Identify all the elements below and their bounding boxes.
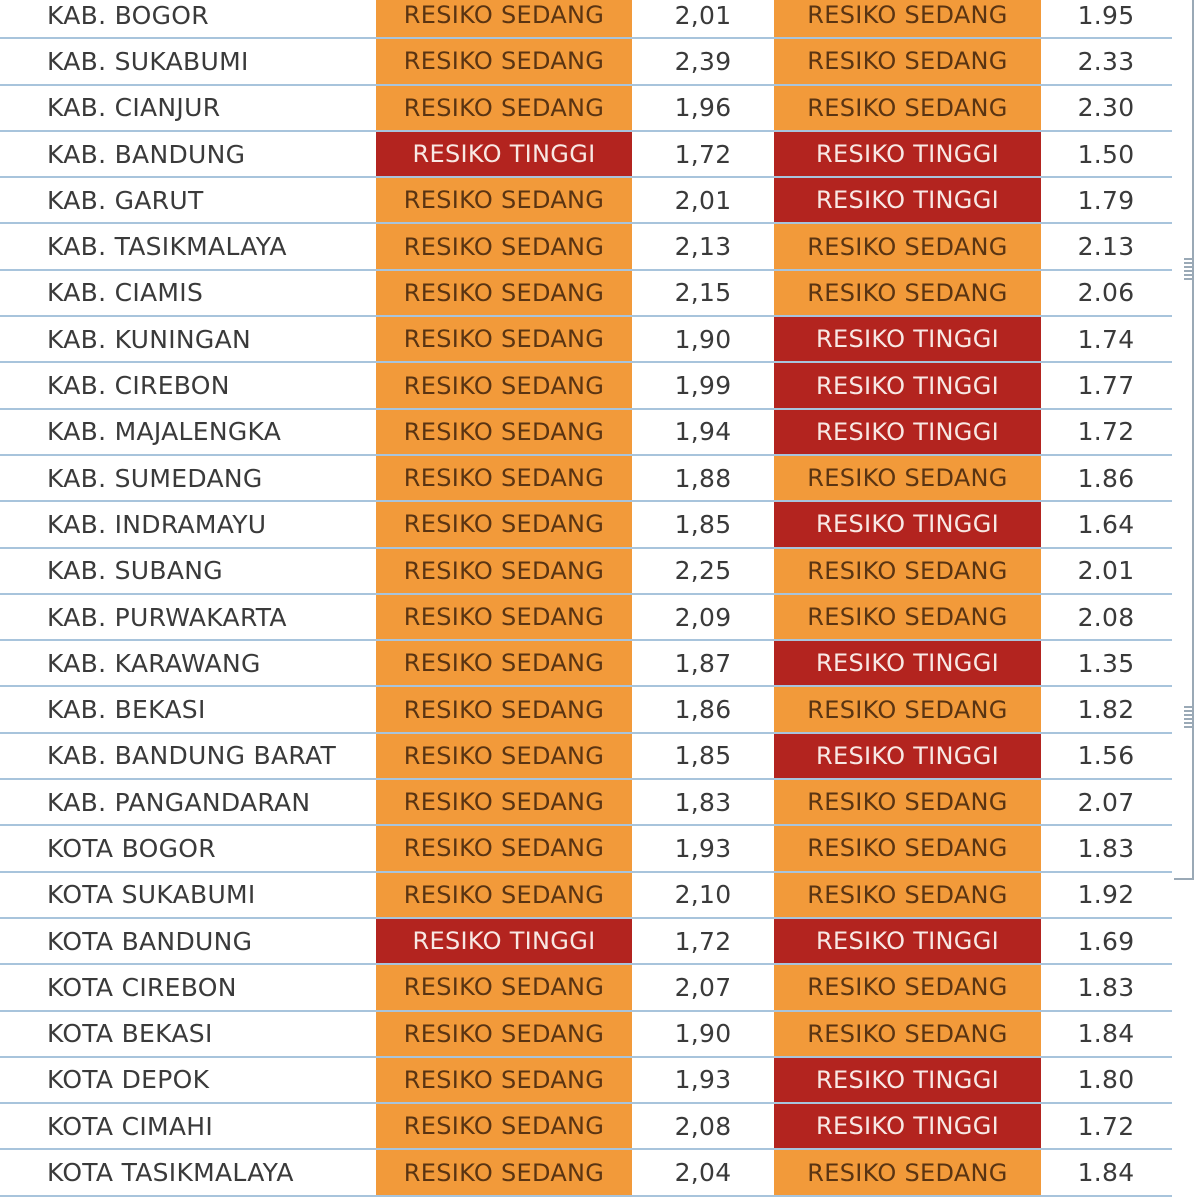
risk-score: 1.72 <box>1077 417 1135 447</box>
risk-score: 1,72 <box>674 139 732 169</box>
resize-grip-icon[interactable] <box>1184 258 1192 280</box>
risk-status-badge: RESIKO SEDANG <box>774 0 1041 37</box>
table-row <box>0 1012 1172 1058</box>
table-row <box>0 1058 1172 1104</box>
risk-score: 1.69 <box>1077 926 1135 956</box>
risk-status-badge: RESIKO SEDANG <box>376 687 632 731</box>
risk-score: 1.72 <box>1077 1111 1135 1141</box>
risk-score: 1,88 <box>674 463 732 493</box>
risk-status-badge: RESIKO TINGGI <box>774 502 1041 546</box>
risk-status-badge: RESIKO SEDANG <box>376 549 632 593</box>
risk-score: 1,90 <box>674 1019 732 1049</box>
risk-status-badge: RESIKO SEDANG <box>376 502 632 546</box>
risk-status-badge: RESIKO SEDANG <box>774 687 1041 731</box>
region-name: KAB. TASIKMALAYA <box>47 232 287 262</box>
risk-status-badge: RESIKO TINGGI <box>774 363 1041 407</box>
risk-score: 2,13 <box>674 232 732 262</box>
table-row <box>0 224 1172 270</box>
region-name: KOTA SUKABUMI <box>47 880 256 910</box>
risk-score: 1.92 <box>1077 880 1135 910</box>
risk-score: 1.77 <box>1077 371 1135 401</box>
risk-score: 2.33 <box>1077 46 1135 76</box>
risk-status-badge: RESIKO SEDANG <box>774 224 1041 268</box>
risk-status-badge: RESIKO SEDANG <box>774 826 1041 870</box>
region-name: KOTA TASIKMALAYA <box>47 1158 294 1188</box>
risk-score: 2.30 <box>1077 93 1135 123</box>
region-name: KAB. SUBANG <box>47 556 223 586</box>
region-name: KOTA CIMAHI <box>47 1111 214 1141</box>
risk-status-badge: RESIKO SEDANG <box>376 456 632 500</box>
risk-score: 1.84 <box>1077 1019 1135 1049</box>
region-name: KAB. KUNINGAN <box>47 324 251 354</box>
risk-score: 1.86 <box>1077 463 1135 493</box>
risk-score: 1.56 <box>1077 741 1135 771</box>
risk-score: 1.64 <box>1077 509 1135 539</box>
risk-score: 2,04 <box>674 1158 732 1188</box>
table-row <box>0 549 1172 595</box>
region-name: KOTA BOGOR <box>47 833 216 863</box>
risk-status-badge: RESIKO SEDANG <box>376 734 632 778</box>
region-name: KAB. CIAMIS <box>47 278 204 308</box>
table-row <box>0 780 1172 826</box>
risk-status-badge: RESIKO SEDANG <box>376 86 632 130</box>
region-name: KOTA DEPOK <box>47 1065 210 1095</box>
risk-status-badge: RESIKO SEDANG <box>376 1104 632 1148</box>
risk-status-badge: RESIKO TINGGI <box>774 919 1041 963</box>
risk-status-badge: RESIKO SEDANG <box>376 0 632 37</box>
risk-status-badge: RESIKO TINGGI <box>774 317 1041 361</box>
region-name: KOTA BEKASI <box>47 1019 213 1049</box>
table-row <box>0 595 1172 641</box>
risk-score: 2,25 <box>674 556 732 586</box>
region-name: KAB. KARAWANG <box>47 648 261 678</box>
risk-score: 2,01 <box>674 185 732 215</box>
region-name: KAB. SUKABUMI <box>47 46 249 76</box>
risk-score: 1.79 <box>1077 185 1135 215</box>
region-name: KAB. BOGOR <box>47 0 209 30</box>
region-name: KAB. BANDUNG <box>47 139 246 169</box>
risk-status-badge: RESIKO TINGGI <box>774 178 1041 222</box>
risk-score: 2.01 <box>1077 556 1135 586</box>
risk-status-badge: RESIKO SEDANG <box>376 641 632 685</box>
risk-score: 2.13 <box>1077 232 1135 262</box>
risk-score: 2,39 <box>674 46 732 76</box>
risk-score: 1.84 <box>1077 1158 1135 1188</box>
risk-score: 1.50 <box>1077 139 1135 169</box>
risk-score: 1,72 <box>674 926 732 956</box>
risk-status-badge: RESIKO SEDANG <box>376 317 632 361</box>
risk-status-badge: RESIKO SEDANG <box>376 780 632 824</box>
table-row <box>0 132 1172 178</box>
region-name: KAB. PANGANDARAN <box>47 787 311 817</box>
risk-score: 1.82 <box>1077 695 1135 725</box>
risk-status-badge: RESIKO SEDANG <box>376 410 632 454</box>
region-name: KAB. CIANJUR <box>47 93 221 123</box>
risk-status-badge: RESIKO SEDANG <box>376 1012 632 1056</box>
risk-status-badge: RESIKO SEDANG <box>774 873 1041 917</box>
risk-status-badge: RESIKO SEDANG <box>774 1012 1041 1056</box>
risk-status-badge: RESIKO SEDANG <box>376 826 632 870</box>
region-name: KAB. CIREBON <box>47 371 230 401</box>
risk-status-badge: RESIKO TINGGI <box>774 132 1041 176</box>
table-row <box>0 734 1172 780</box>
table-row <box>0 1150 1172 1196</box>
risk-score: 2.07 <box>1077 787 1135 817</box>
risk-score: 1,85 <box>674 509 732 539</box>
table-row <box>0 919 1172 965</box>
risk-score: 1.74 <box>1077 324 1135 354</box>
risk-score: 2.06 <box>1077 278 1135 308</box>
risk-score: 1,99 <box>674 371 732 401</box>
risk-score: 2,10 <box>674 880 732 910</box>
table-row <box>0 873 1172 919</box>
risk-status-badge: RESIKO TINGGI <box>774 410 1041 454</box>
region-name: KAB. BEKASI <box>47 695 206 725</box>
table-row <box>0 39 1172 85</box>
risk-status-badge: RESIKO SEDANG <box>376 965 632 1009</box>
risk-status-badge: RESIKO SEDANG <box>774 271 1041 315</box>
region-name: KAB. GARUT <box>47 185 204 215</box>
table-row <box>0 86 1172 132</box>
table-row <box>0 271 1172 317</box>
table-row <box>0 410 1172 456</box>
risk-status-badge: RESIKO TINGGI <box>774 1104 1041 1148</box>
risk-status-badge: RESIKO TINGGI <box>774 641 1041 685</box>
risk-score: 1,93 <box>674 833 732 863</box>
risk-score: 1,87 <box>674 648 732 678</box>
risk-score: 2,15 <box>674 278 732 308</box>
risk-score: 1,83 <box>674 787 732 817</box>
region-name: KOTA CIREBON <box>47 972 237 1002</box>
risk-score: 2,07 <box>674 972 732 1002</box>
risk-status-badge: RESIKO SEDANG <box>774 549 1041 593</box>
risk-status-badge: RESIKO SEDANG <box>376 1150 632 1194</box>
scrollbar-corner <box>1174 878 1194 880</box>
risk-score: 1,85 <box>674 741 732 771</box>
region-name: KOTA BANDUNG <box>47 926 253 956</box>
region-name: KAB. SUMEDANG <box>47 463 263 493</box>
table-row <box>0 687 1172 733</box>
risk-status-badge: RESIKO TINGGI <box>376 132 632 176</box>
risk-score: 1,86 <box>674 695 732 725</box>
risk-score: 1.95 <box>1077 0 1135 30</box>
table-row <box>0 0 1172 39</box>
risk-score: 1.83 <box>1077 972 1135 1002</box>
risk-status-badge: RESIKO SEDANG <box>774 1150 1041 1194</box>
risk-score: 1,93 <box>674 1065 732 1095</box>
table-row <box>0 965 1172 1011</box>
risk-status-badge: RESIKO SEDANG <box>774 39 1041 83</box>
risk-score: 2,01 <box>674 0 732 30</box>
region-name: KAB. PURWAKARTA <box>47 602 287 632</box>
region-name: KAB. MAJALENGKA <box>47 417 282 447</box>
table-row <box>0 178 1172 224</box>
scrollbar-track[interactable] <box>1192 0 1194 880</box>
risk-status-badge: RESIKO TINGGI <box>376 919 632 963</box>
table-row <box>0 363 1172 409</box>
table-row <box>0 826 1172 872</box>
table-row <box>0 456 1172 502</box>
region-name: KAB. BANDUNG BARAT <box>47 741 337 771</box>
risk-status-badge: RESIKO SEDANG <box>376 271 632 315</box>
table-row <box>0 1104 1172 1150</box>
risk-score: 1.35 <box>1077 648 1135 678</box>
risk-status-badge: RESIKO SEDANG <box>376 595 632 639</box>
risk-status-badge: RESIKO SEDANG <box>774 86 1041 130</box>
resize-grip-icon[interactable] <box>1184 706 1192 728</box>
risk-status-badge: RESIKO TINGGI <box>774 734 1041 778</box>
table-row <box>0 502 1172 548</box>
risk-status-badge: RESIKO SEDANG <box>774 965 1041 1009</box>
risk-status-badge: RESIKO TINGGI <box>774 1058 1041 1102</box>
risk-status-badge: RESIKO SEDANG <box>376 1058 632 1102</box>
risk-score: 1,96 <box>674 93 732 123</box>
risk-status-badge: RESIKO SEDANG <box>774 456 1041 500</box>
risk-score: 2,09 <box>674 602 732 632</box>
risk-status-badge: RESIKO SEDANG <box>376 873 632 917</box>
risk-status-badge: RESIKO SEDANG <box>376 224 632 268</box>
risk-score: 2.08 <box>1077 602 1135 632</box>
risk-score: 1,90 <box>674 324 732 354</box>
table-row <box>0 317 1172 363</box>
risk-score: 1.83 <box>1077 833 1135 863</box>
risk-status-badge: RESIKO SEDANG <box>376 363 632 407</box>
risk-status-badge: RESIKO SEDANG <box>774 595 1041 639</box>
region-name: KAB. INDRAMAYU <box>47 509 267 539</box>
table-row <box>0 641 1172 687</box>
risk-score: 2,08 <box>674 1111 732 1141</box>
risk-status-badge: RESIKO SEDANG <box>774 780 1041 824</box>
risk-score: 1,94 <box>674 417 732 447</box>
risk-status-badge: RESIKO SEDANG <box>376 178 632 222</box>
risk-status-badge: RESIKO SEDANG <box>376 39 632 83</box>
risk-score: 1.80 <box>1077 1065 1135 1095</box>
